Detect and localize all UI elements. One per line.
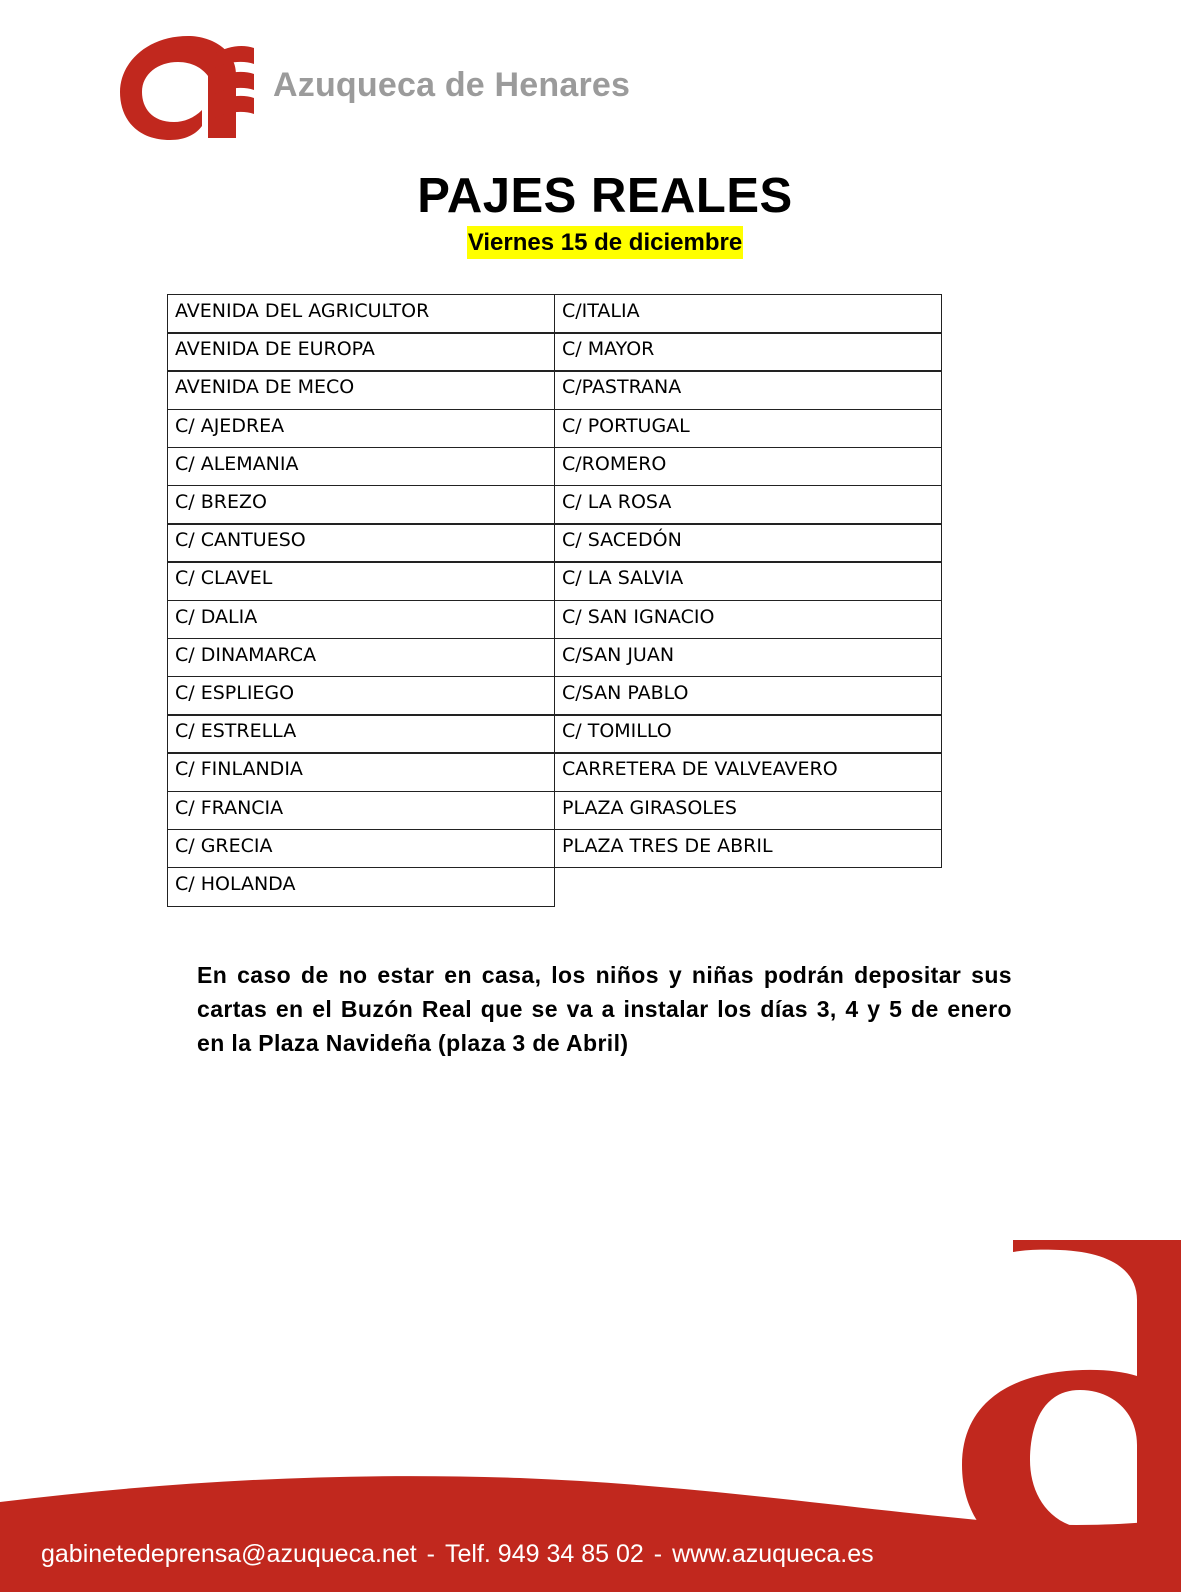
street-cell: C/ DALIA [167,600,555,640]
footer-website[interactable]: www.azuqueca.es [672,1540,874,1568]
street-cell: C/ LA ROSA [554,485,942,525]
street-cell: C/ SACEDÓN [554,523,942,563]
street-cell: C/SAN JUAN [554,638,942,678]
street-cell: C/PASTRANA [554,370,942,410]
street-cell: C/ FRANCIA [167,791,555,831]
street-cell: C/ROMERO [554,447,942,487]
street-cell: C/SAN PABLO [554,676,942,716]
streets-column-left [167,294,555,907]
date-subtitle: Viernes 15 de diciembre [467,226,743,259]
street-cell: C/ MAYOR [554,332,942,372]
street-cell: C/ BREZO [167,485,555,525]
footer-contact [41,1540,874,1569]
street-cell: C/ PORTUGAL [554,409,942,449]
street-cell: C/ ESPLIEGO [167,676,555,716]
footer-email[interactable]: gabinetedeprensa@azuqueca.net [41,1540,417,1568]
street-cell: AVENIDA DE MECO [167,370,555,410]
street-cell: PLAZA GIRASOLES [554,791,942,831]
footer-separator: - [426,1540,435,1568]
street-cell: C/ HOLANDA [167,867,555,907]
street-cell: C/ CANTUESO [167,523,555,563]
streets-table [167,294,942,926]
street-cell: C/ ESTRELLA [167,714,555,754]
street-cell: C/ITALIA [554,294,942,334]
street-cell: C/ TOMILLO [554,714,942,754]
street-cell: C/ ALEMANIA [167,447,555,487]
street-cell: C/ LA SALVIA [554,561,942,601]
street-cell: C/ AJEDREA [167,409,555,449]
footer-phone: Telf. 949 34 85 02 [445,1540,644,1568]
footer-separator: - [653,1540,663,1568]
streets-column-right [554,294,942,868]
street-cell: CARRETERA DE VALVEAVERO [554,752,942,792]
street-cell: AVENIDA DEL AGRICULTOR [167,294,555,334]
street-cell: C/ SAN IGNACIO [554,600,942,640]
street-cell: AVENIDA DE EUROPA [167,332,555,372]
mailbox-note: En caso de no estar en casa, los niños y niñas podrán depositar sus cartas en el Buzón Real que se va a instalar los días 3, 4 y 5 de enero en la Plaza Navideña (plaza 3 de Abril) [197,962,1012,1056]
street-cell: C/ GRECIA [167,829,555,869]
street-cell: C/ DINAMARCA [167,638,555,678]
organization-name: Azuqueca de Henares [273,66,631,104]
street-cell: PLAZA TRES DE ABRIL [554,829,942,869]
azuqueca-logo-icon [118,34,258,144]
street-cell: C/ FINLANDIA [167,752,555,792]
page-title: PAJES REALES [417,169,793,223]
street-cell: C/ CLAVEL [167,561,555,601]
